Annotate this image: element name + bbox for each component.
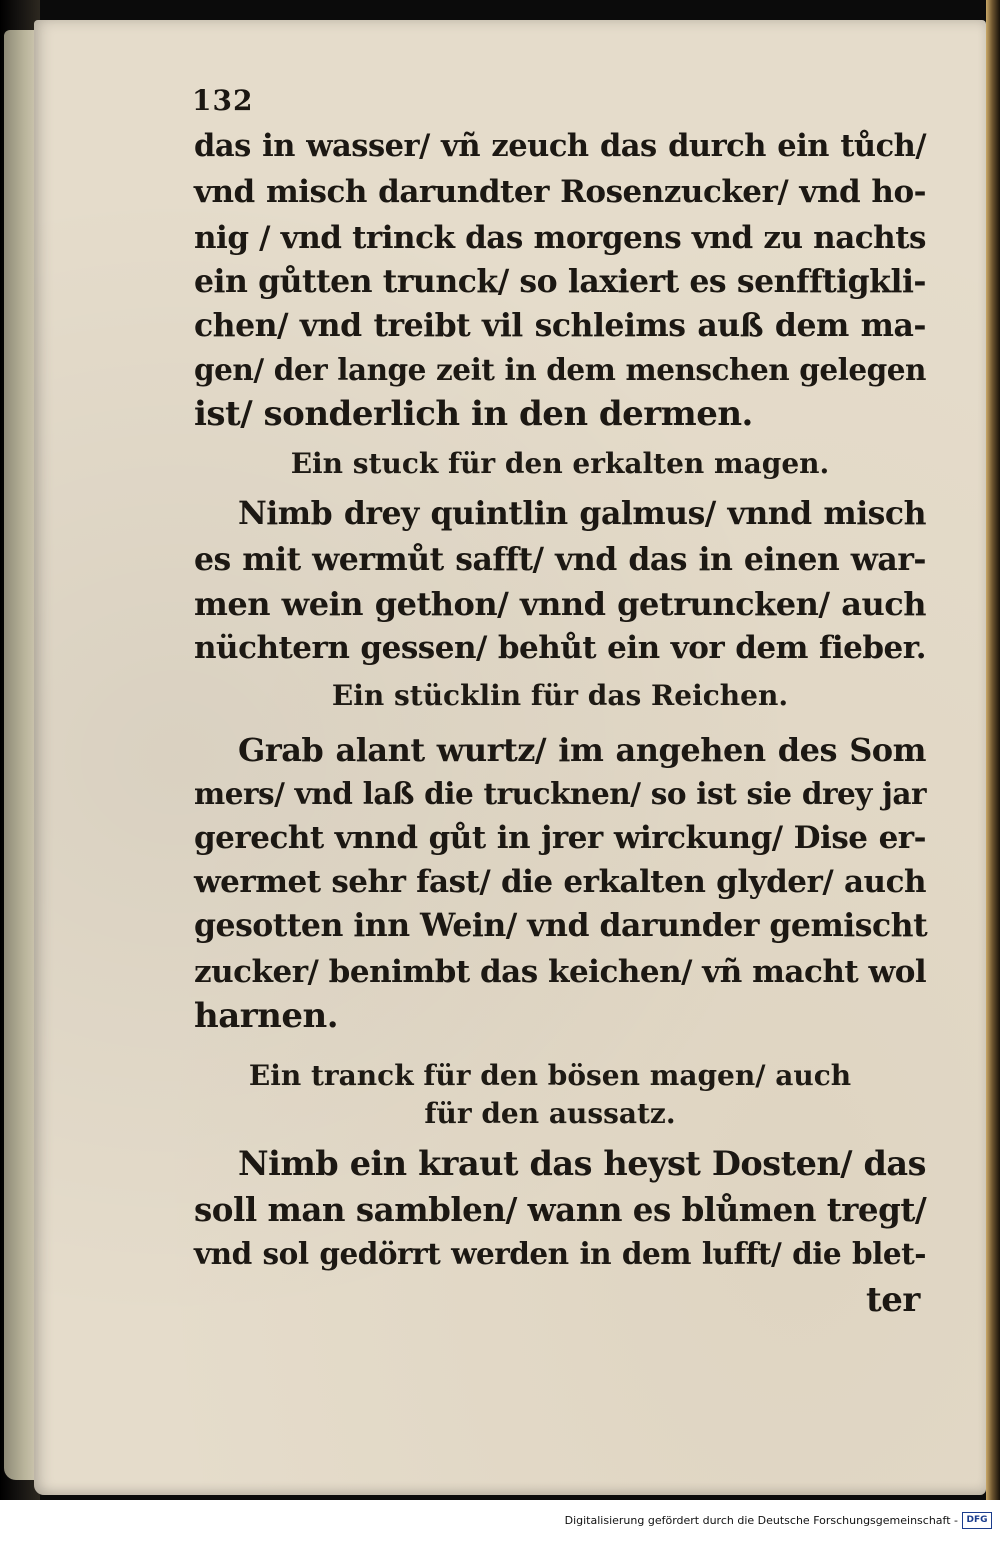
text-line: chen/ vnd treibt vil schleims auß dem ma-: [194, 307, 926, 344]
text-line: gesotten inn Wein/ vnd darunder gemischt: [194, 907, 928, 944]
text-line: ist/ sonderlich in den dermen.: [194, 394, 753, 434]
text-line: mers/ vnd laß die trucknen/ so ist sie drey jar: [194, 776, 926, 811]
page-number: 132: [192, 84, 254, 117]
book-cover-edge: [986, 0, 1000, 1500]
text-line: harnen.: [194, 996, 339, 1036]
funding-credit: Digitalisierung gefördert durch die Deutsche Forschungsgemeinschaft -: [564, 1514, 958, 1527]
footer-bar: [0, 1500, 1000, 1546]
text-line: ein gůtten trunck/ so laxiert es senfftigkli-: [194, 263, 926, 300]
catchword: ter: [866, 1280, 920, 1320]
text-line: Grab alant wurtz/ im angehen des Som: [238, 731, 926, 769]
text-line: vnd misch darundter Rosenzucker/ vnd ho-: [194, 174, 926, 210]
text-line: soll man samblen/ wann es blůmen tregt/: [194, 1190, 927, 1229]
text-line: Nimb ein kraut das heyst Dosten/ das: [238, 1144, 926, 1183]
text-line: es mit wermůt safft/ vnd das in einen war-: [194, 541, 926, 578]
section-heading-continued: für den aussatz.: [424, 1097, 676, 1130]
text-line: gerecht vnnd gůt in jrer wirckung/ Dise er-: [194, 820, 926, 856]
text-line: vnd sol gedörrt werden in dem lufft/ die blet-: [194, 1236, 926, 1271]
section-heading: Ein tranck für den bösen magen/ auch: [248, 1059, 852, 1092]
text-line: zucker/ benimbt das keichen/ vñ macht wol: [194, 954, 927, 990]
text-line: gen/ der lange zeit in dem menschen gelegen: [194, 352, 926, 387]
text-line: men wein gethon/ vnnd getruncken/ auch: [194, 585, 926, 623]
section-heading: Ein stücklin für das Reichen.: [331, 679, 789, 712]
dfg-logo: DFG: [962, 1512, 992, 1529]
text-line: Nimb drey quintlin galmus/ vnnd misch: [238, 495, 926, 532]
text-line: das in wasser/ vñ zeuch das durch ein tůch/: [194, 128, 926, 164]
text-line: nüchtern gessen/ behůt ein vor dem fieber.: [194, 630, 926, 666]
section-heading: Ein stuck für den erkalten magen.: [290, 447, 830, 480]
text-line: nig / vnd trinck das morgens vnd zu nachts: [194, 220, 926, 256]
text-line: wermet sehr fast/ die erkalten glyder/ auch: [194, 864, 926, 900]
